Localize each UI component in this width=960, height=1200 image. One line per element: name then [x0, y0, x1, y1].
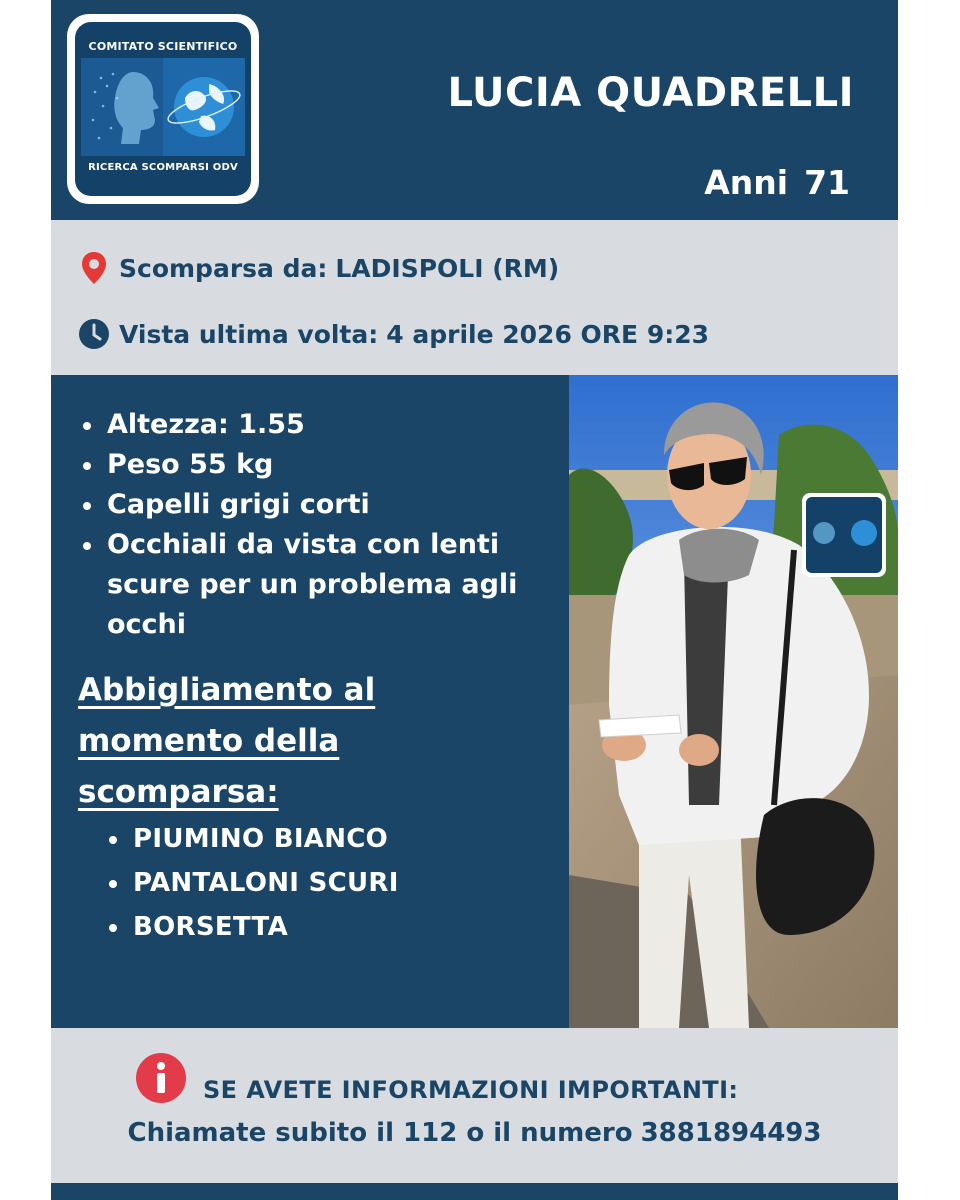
- age-line: [704, 163, 850, 202]
- clock-icon: [77, 316, 111, 352]
- logo-globe-face-graphic: [81, 58, 245, 156]
- last-seen-label: Vista ultima volta:: [119, 319, 379, 349]
- organization-logo: [67, 14, 259, 204]
- clothing-item: PANTALONI SCURI: [103, 861, 399, 905]
- age-label: Anni: [704, 163, 789, 202]
- poster-header: [51, 0, 898, 220]
- last-seen-value: 4 aprile 2026 ORE 9:23: [386, 319, 710, 349]
- clothing-heading: Abbigliamento al momento della scomparsa:: [78, 672, 376, 810]
- contact-section: [51, 1028, 898, 1183]
- missing-person-poster: [51, 0, 898, 1200]
- contact-call-text: Chiamate subito il 112 o il numero: [127, 1118, 633, 1148]
- feature-hair: Capelli grigi corti: [75, 485, 545, 525]
- map-pin-icon: [77, 250, 111, 286]
- missing-person-name: LUCIA QUADRELLI: [447, 70, 854, 116]
- feature-weight: Peso 55 kg: [75, 445, 545, 485]
- feature-height: Altezza: 1.55: [75, 405, 545, 445]
- info-icon: [135, 1052, 187, 1104]
- clothing-item: BORSETTA: [103, 905, 399, 949]
- age-value: 71: [804, 163, 850, 202]
- contact-heading: SE AVETE INFORMAZIONI IMPORTANTI:: [203, 1076, 739, 1104]
- place-value: LADISPOLI (RM): [335, 253, 560, 283]
- disappearance-info: [51, 220, 898, 375]
- clothing-list: [103, 817, 399, 949]
- logo-top-text: COMITATO SCIENTIFICO: [88, 40, 238, 53]
- logo-bottom-text: RICERCA SCOMPARSI ODV: [88, 162, 238, 173]
- missing-person-photo: [569, 375, 898, 1028]
- poster-footer-bar: [51, 1183, 898, 1200]
- last-seen-row: [77, 316, 709, 352]
- phone-number: 3881894493: [640, 1118, 822, 1148]
- clothing-item: PIUMINO BIANCO: [103, 817, 399, 861]
- physical-features-list: [75, 405, 545, 645]
- place-label: Scomparsa da:: [119, 253, 328, 283]
- feature-glasses: Occhiali da vista con lenti scure per un problema agli occhi: [75, 525, 545, 645]
- disappearance-place-row: [77, 250, 559, 286]
- contact-phone-line: [51, 1118, 898, 1148]
- physical-description-section: [51, 375, 898, 1028]
